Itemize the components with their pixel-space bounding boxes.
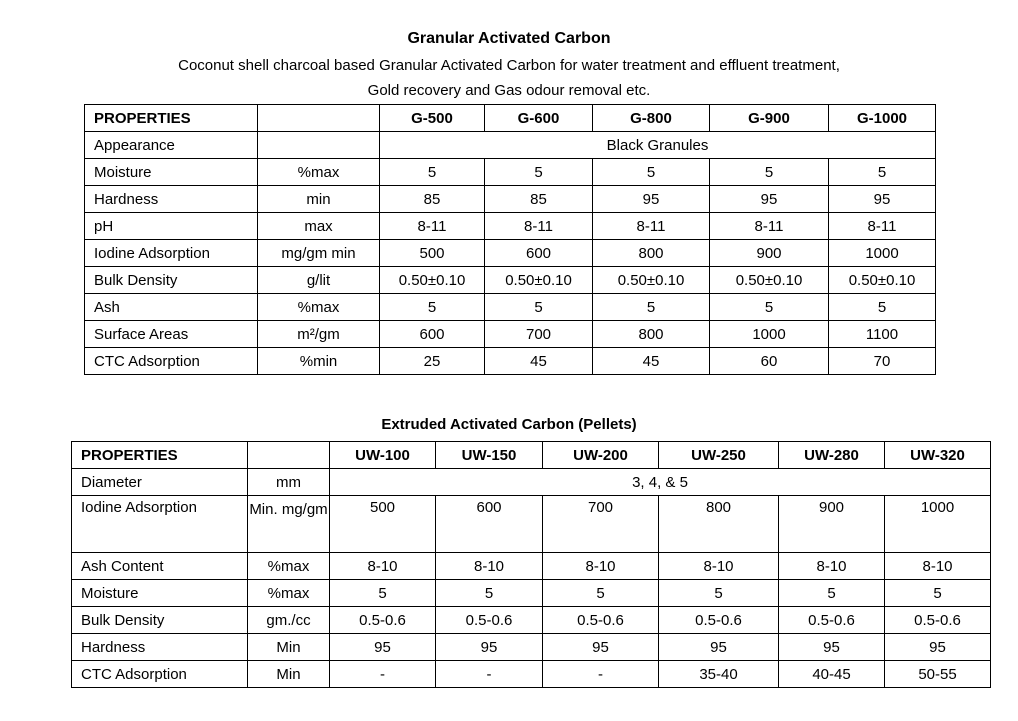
extruded-header-cell: PROPERTIES (72, 442, 248, 469)
value-cell: 0.5-0.6 (885, 607, 991, 634)
unit-cell: g/lit (258, 267, 380, 294)
table-row (85, 240, 936, 267)
granular-header-cell: G-600 (485, 105, 593, 132)
unit-cell: gm./cc (248, 607, 330, 634)
value-cell: 8-11 (710, 213, 829, 240)
extruded-iodine-row (72, 496, 991, 553)
property-label: Moisture (72, 580, 248, 607)
value-cell: 8-10 (330, 553, 436, 580)
property-label: Diameter (72, 469, 248, 496)
granular-header-cell: G-900 (710, 105, 829, 132)
value-cell: 95 (593, 186, 710, 213)
property-label: Ash Content (72, 553, 248, 580)
unit-cell: max (258, 213, 380, 240)
property-label: Bulk Density (72, 607, 248, 634)
unit-cell: m²/gm (258, 321, 380, 348)
unit-cell: mm (248, 469, 330, 496)
granular-body (85, 159, 936, 375)
value-cell: 85 (485, 186, 593, 213)
extruded-header-cell: UW-100 (330, 442, 436, 469)
value-cell: 800 (659, 496, 779, 553)
table-row (72, 607, 991, 634)
value-cell: 8-10 (659, 553, 779, 580)
table-row (72, 661, 991, 688)
value-cell: 5 (593, 159, 710, 186)
value-cell: 0.5-0.6 (330, 607, 436, 634)
value-cell: 600 (485, 240, 593, 267)
property-label: Appearance (85, 132, 258, 159)
unit-cell: %max (248, 580, 330, 607)
value-cell: 5 (380, 159, 485, 186)
property-label: Iodine Adsorption (72, 496, 248, 553)
value-cell: 5 (593, 294, 710, 321)
value-cell: 95 (543, 634, 659, 661)
value-cell: 40-45 (779, 661, 885, 688)
granular-header-cell: PROPERTIES (85, 105, 258, 132)
property-label: Hardness (72, 634, 248, 661)
value-cell: 5 (543, 580, 659, 607)
value-cell: - (543, 661, 659, 688)
unit-cell: mg/gm min (258, 240, 380, 267)
value-cell: 0.5-0.6 (659, 607, 779, 634)
diameter-value: 3, 4, & 5 (330, 469, 991, 496)
unit-cell: %max (258, 294, 380, 321)
value-cell: 600 (436, 496, 543, 553)
extruded-title: Extruded Activated Carbon (Pellets) (381, 416, 637, 433)
value-cell: 8-11 (380, 213, 485, 240)
value-cell: 800 (593, 240, 710, 267)
value-cell: 5 (436, 580, 543, 607)
extruded-diameter-row (72, 469, 991, 496)
granular-header-cell (258, 105, 380, 132)
value-cell: 8-10 (779, 553, 885, 580)
property-label: Ash (85, 294, 258, 321)
unit-cell: Min (248, 634, 330, 661)
granular-header-cell: G-500 (380, 105, 485, 132)
value-cell: 0.50±0.10 (829, 267, 936, 294)
granular-header-cell: G-800 (593, 105, 710, 132)
value-cell: 1000 (829, 240, 936, 267)
value-cell: 35-40 (659, 661, 779, 688)
value-cell: 800 (593, 321, 710, 348)
value-cell: 5 (485, 294, 593, 321)
value-cell: 8-11 (485, 213, 593, 240)
unit-cell: %min (258, 348, 380, 375)
value-cell: 5 (829, 159, 936, 186)
extruded-body (72, 553, 991, 688)
unit-cell: min (258, 186, 380, 213)
table-row (72, 553, 991, 580)
value-cell: 5 (330, 580, 436, 607)
value-cell: 95 (330, 634, 436, 661)
table-row (85, 294, 936, 321)
value-cell: 500 (330, 496, 436, 553)
value-cell: 0.5-0.6 (779, 607, 885, 634)
extruded-header-cell (248, 442, 330, 469)
value-cell: 5 (829, 294, 936, 321)
value-cell: 70 (829, 348, 936, 375)
value-cell: 95 (436, 634, 543, 661)
value-cell: 45 (485, 348, 593, 375)
value-cell: 5 (659, 580, 779, 607)
value-cell: 700 (485, 321, 593, 348)
value-cell: 0.5-0.6 (436, 607, 543, 634)
granular-appearance-row (85, 132, 936, 159)
property-label: pH (85, 213, 258, 240)
unit-cell: %max (248, 553, 330, 580)
value-cell: 8-11 (593, 213, 710, 240)
property-label: CTC Adsorption (85, 348, 258, 375)
value-cell: 5 (485, 159, 593, 186)
property-label: Bulk Density (85, 267, 258, 294)
value-cell: 95 (710, 186, 829, 213)
table-row (72, 634, 991, 661)
value-cell: 0.50±0.10 (710, 267, 829, 294)
unit-cell: Min (248, 661, 330, 688)
extruded-header-row (72, 442, 991, 469)
unit-cell: Min. mg/gm (248, 496, 330, 553)
value-cell: 5 (885, 580, 991, 607)
value-cell: - (436, 661, 543, 688)
table-row (85, 348, 936, 375)
granular-header-row (85, 105, 936, 132)
value-cell: 8-11 (829, 213, 936, 240)
value-cell: 0.5-0.6 (543, 607, 659, 634)
value-cell: 95 (829, 186, 936, 213)
table-row (85, 186, 936, 213)
value-cell: - (330, 661, 436, 688)
value-cell: 600 (380, 321, 485, 348)
property-label: Hardness (85, 186, 258, 213)
granular-subtitle-line1: Coconut shell charcoal based Granular Activated Carbon for water treatment and effluent treatment, (178, 57, 840, 74)
table-row (85, 213, 936, 240)
extruded-table (71, 441, 991, 688)
appearance-value: Black Granules (380, 132, 936, 159)
value-cell: 0.50±0.10 (593, 267, 710, 294)
value-cell: 8-10 (436, 553, 543, 580)
property-label: Moisture (85, 159, 258, 186)
table-row (85, 159, 936, 186)
value-cell: 45 (593, 348, 710, 375)
value-cell: 1100 (829, 321, 936, 348)
property-label: Surface Areas (85, 321, 258, 348)
extruded-header-cell: UW-280 (779, 442, 885, 469)
value-cell: 8-10 (885, 553, 991, 580)
value-cell: 900 (710, 240, 829, 267)
granular-header-cell: G-1000 (829, 105, 936, 132)
extruded-header-cell: UW-150 (436, 442, 543, 469)
value-cell: 5 (710, 159, 829, 186)
extruded-header-cell: UW-250 (659, 442, 779, 469)
extruded-header-cell: UW-320 (885, 442, 991, 469)
value-cell: 95 (659, 634, 779, 661)
value-cell: 0.50±0.10 (380, 267, 485, 294)
value-cell: 0.50±0.10 (485, 267, 593, 294)
value-cell: 5 (779, 580, 885, 607)
unit-cell (258, 132, 380, 159)
granular-subtitle-line2: Gold recovery and Gas odour removal etc. (367, 82, 651, 99)
property-label: Iodine Adsorption (85, 240, 258, 267)
value-cell: 1000 (885, 496, 991, 553)
value-cell: 1000 (710, 321, 829, 348)
table-row (72, 580, 991, 607)
extruded-header-cell: UW-200 (543, 442, 659, 469)
value-cell: 60 (710, 348, 829, 375)
value-cell: 50-55 (885, 661, 991, 688)
value-cell: 700 (543, 496, 659, 553)
unit-cell: %max (258, 159, 380, 186)
granular-table (84, 104, 936, 375)
value-cell: 95 (885, 634, 991, 661)
property-label: CTC Adsorption (72, 661, 248, 688)
value-cell: 85 (380, 186, 485, 213)
value-cell: 5 (710, 294, 829, 321)
value-cell: 5 (380, 294, 485, 321)
table-row (85, 267, 936, 294)
value-cell: 95 (779, 634, 885, 661)
value-cell: 25 (380, 348, 485, 375)
table-row (85, 321, 936, 348)
granular-title: Granular Activated Carbon (407, 30, 611, 47)
value-cell: 8-10 (543, 553, 659, 580)
value-cell: 900 (779, 496, 885, 553)
value-cell: 500 (380, 240, 485, 267)
